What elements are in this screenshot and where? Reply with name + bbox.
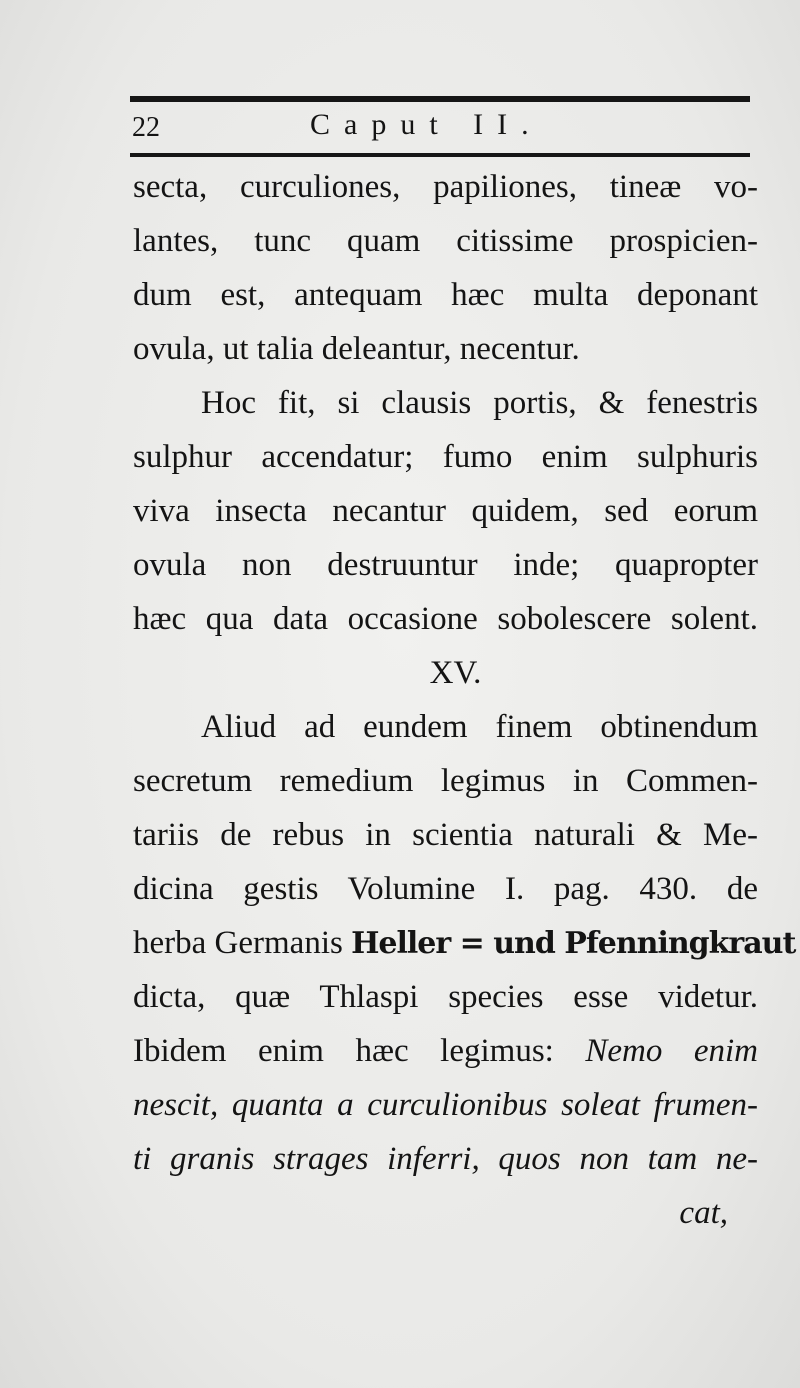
text-segment: Ibidem enim hæc legimus: [133, 1033, 586, 1069]
text-line [133, 1024, 758, 1078]
page-header [130, 104, 750, 150]
section-heading: XV. [429, 655, 482, 691]
italic-segment: Nemo enim [585, 1033, 758, 1069]
text-segment: herba Germanis [133, 925, 352, 961]
text-line: viva insecta necantur quidem, sed eorum [133, 493, 758, 529]
italic-segment: ti granis strages inferri, quos non tam ne- [133, 1141, 758, 1177]
text-line [133, 1078, 758, 1132]
body-text [133, 160, 796, 1240]
text-line: hæc qua data occasione sobolescere solent. [133, 601, 758, 637]
text-line: lantes, tunc quam citissime prospicien- [133, 223, 758, 259]
text-line: dicta, quæ Thlaspi species esse videtur. [133, 979, 758, 1015]
running-head: Caput II. [310, 108, 543, 141]
text-line: sulphur accendatur; fumo enim sulphuris [133, 439, 758, 475]
text-line: secretum remedium legimus in Commen- [133, 763, 758, 799]
header-rule-top [130, 96, 750, 102]
text-line: tariis de rebus in scientia naturali & Me- [133, 817, 758, 853]
text-line: Hoc fit, si clausis portis, & fenestris [201, 385, 758, 421]
catchword-text: cat, [679, 1195, 728, 1231]
text-line: dum est, antequam hæc multa deponant [133, 277, 758, 313]
catchword [133, 1186, 758, 1240]
text-line: dicina gestis Volumine I. pag. 430. de [133, 871, 758, 907]
italic-segment: nescit, quanta a curculionibus soleat frumen- [133, 1087, 758, 1123]
header-rule-bottom [130, 153, 750, 157]
text-line: Aliud ad eundem finem obtinendum [201, 709, 758, 745]
text-line: ovula non destruuntur inde; quapropter [133, 547, 758, 583]
page-number: 22 [132, 112, 160, 143]
text-line: secta, curculiones, papiliones, tineæ vo- [133, 169, 758, 205]
text-line: ovula, ut talia deleantur, necentur. [133, 331, 580, 367]
fraktur-phrase: Heller = und Pfenningkraut [351, 926, 796, 961]
text-line [133, 916, 796, 970]
text-line [133, 1132, 758, 1186]
